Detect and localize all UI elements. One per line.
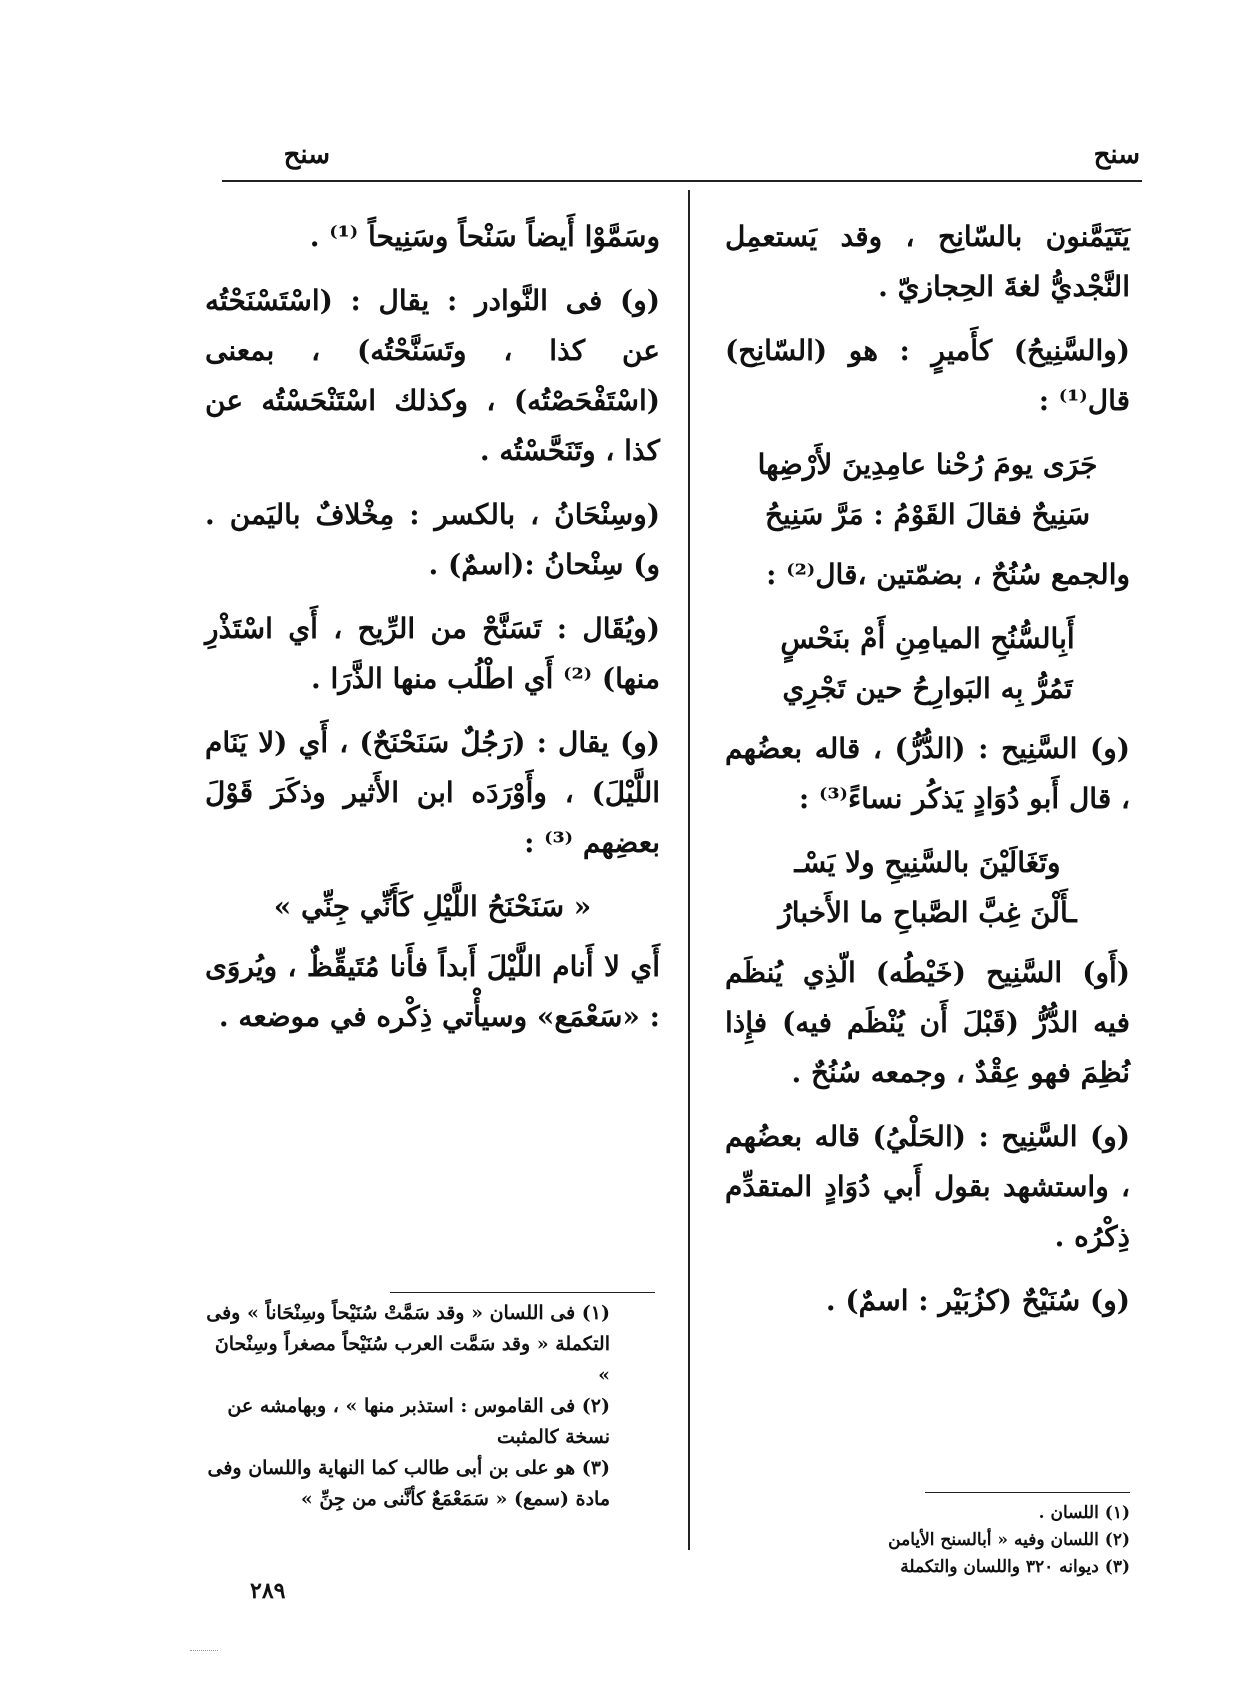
entry-paragraph: (أَو) السَّنِيح (خَيْطُه) الّذِي يُنظَم فيه الدُّرُّ (قَبْلَ أَن يُنْظَم فيه) فإِذا نُظِمَ فهو عِقْدٌ ، وجمعه سُنُحٌ . [725, 956, 1130, 1089]
verse-line: أَبِالسُّنُحِ الميامِنِ أَمْ بنَحْسٍ [780, 622, 1075, 655]
footnotes-left [200, 1298, 610, 1515]
verse-line: سَنِيحٌ فقالَ القَوْمُ : مَرَّ سَنِيحُ [764, 498, 1091, 531]
right-column [725, 212, 1130, 1340]
footnotes-right [820, 1500, 1130, 1581]
footnote: (٣) ديوانه ٣٢٠ واللسان والتكملة [900, 1557, 1130, 1577]
entry-paragraph: (و) فى النَّوادر : يقال : (اسْتَسْنَحْتُه عن كذا ، وتَسَنَّحْتُه) ، بمعنى (اسْتَفْحَصْتُه) ، وكذلك اسْتَنْحَسْتُه عن كذا ، وتَنَحَّسْتُه . [205, 284, 660, 467]
running-header-left: سنح [283, 140, 330, 170]
verse [725, 838, 1130, 938]
footnote: (٢) فى القاموس : استذبر منها » ، وبهامشه عن نسخة كالمثبت [227, 1395, 610, 1448]
footnote: (٣) هو على بن أبى طالب كما النهاية واللسان وفى مادة (سمع) « سَمَعْمَعٌ كأنَّنى من جِنِّ » [207, 1457, 610, 1510]
entry-paragraph: (و) يقال : (رَجُلٌ سَنَحْنَحٌ) ، أَي (لا يَنَام اللَّيْلَ) ، وأَوْرَدَه ابن الأَثير وذكَرَ قَوْلَ بعضِهم ⁽³⁾ : [205, 726, 660, 859]
entry-paragraph: والجمع سُنُحٌ ، بضمّتين ،قال⁽²⁾ : [766, 558, 1130, 591]
footnote-rule-left [390, 1292, 655, 1293]
page-number: ٢٨٩ [250, 1578, 286, 1604]
footnote-rule-right [925, 1492, 1130, 1493]
verse [725, 614, 1130, 714]
entry-paragraph: (والسَّنِيحُ) كأَميرٍ : هو (السّانِح) قال⁽¹⁾ : [725, 334, 1130, 417]
footnote: (١) اللسان . [1038, 1503, 1130, 1523]
entry-paragraph: (و) السَّنِيح : (الدُّرُّ) ، قاله بعضُهم ، قال أَبو دُوَادٍ يَذكُر نساءً⁽³⁾ : [725, 732, 1130, 815]
entry-paragraph: وسَمَّوْا أَيضاً سَنْحاً وسَنِيحاً ⁽¹⁾ . [309, 220, 660, 253]
verse-line: وتَغَالَيْنَ بالسَّنِيحِ ولا يَسْـ [794, 846, 1061, 879]
footnote: (٢) اللسان وفيه « أبالسنح الأيامن [888, 1530, 1130, 1550]
scan-artifact [190, 1650, 218, 1651]
verse-line: جَرَى يومَ رُحْنا عامِدِينَ لأَرْضِها [757, 448, 1098, 481]
entry-paragraph: (و) السَّنِيح : (الحَلْيُ) قاله بعضُهم ، واستشهد بقول أَبي دُوَادٍ المتقدِّم ذِكْرُه . [725, 1120, 1130, 1253]
footnote: (١) فى اللسان « وقد سَمَّتْ سُنَيْحاً وسِنْحَاناً » وفى التكملة « وقد سَمَّت العرب سُنَيْحاً مصغراً وسِنْحانَ » [206, 1302, 610, 1386]
verse-line: ـأَلْنَ غِبَّ الصَّباحِ ما الأَخبارُ [778, 896, 1077, 929]
left-column [205, 212, 660, 1056]
entry-paragraph: (وسِنْحَانُ ، بالكسر : مِخْلافٌ باليَمن . و) سِنْحانُ :(اسمٌ) . [205, 498, 660, 581]
verse-line: تَمُرُّ بِه البَوارِحُ حين تَجْرِي [782, 672, 1073, 705]
column-divider [688, 190, 690, 1550]
entry-paragraph: (و) سُنَيْحٌ (كزُبَيْر : اسمٌ) . [825, 1284, 1130, 1317]
running-header-right: سنح [1093, 140, 1140, 170]
verse [205, 882, 660, 932]
entry-paragraph: يَتَيَمَّنون بالسّانِح ، وقد يَستعمِل النَّجْديُّ لغةَ الحِجازيّ . [725, 220, 1130, 303]
verse-line: « سَنَحْنَحُ اللَّيْلِ كَأَنِّي جِنِّي » [273, 890, 592, 923]
header-rule [222, 180, 1142, 182]
verse [725, 440, 1130, 540]
entry-paragraph: (ويُقَال : تَسَنَّحْ من الرِّيح ، أَي اسْتَذْرِ منها) ⁽²⁾ أَي اطْلُب منها الذَّرَا . [205, 612, 660, 695]
entry-paragraph: أَي لا أَنام اللَّيْلَ أَبداً فأَنا مُتَيقِّظٌ ، ويُروَى : «سَعْمَع» وسيأْتي ذِكْره في موضعه . [205, 950, 660, 1033]
